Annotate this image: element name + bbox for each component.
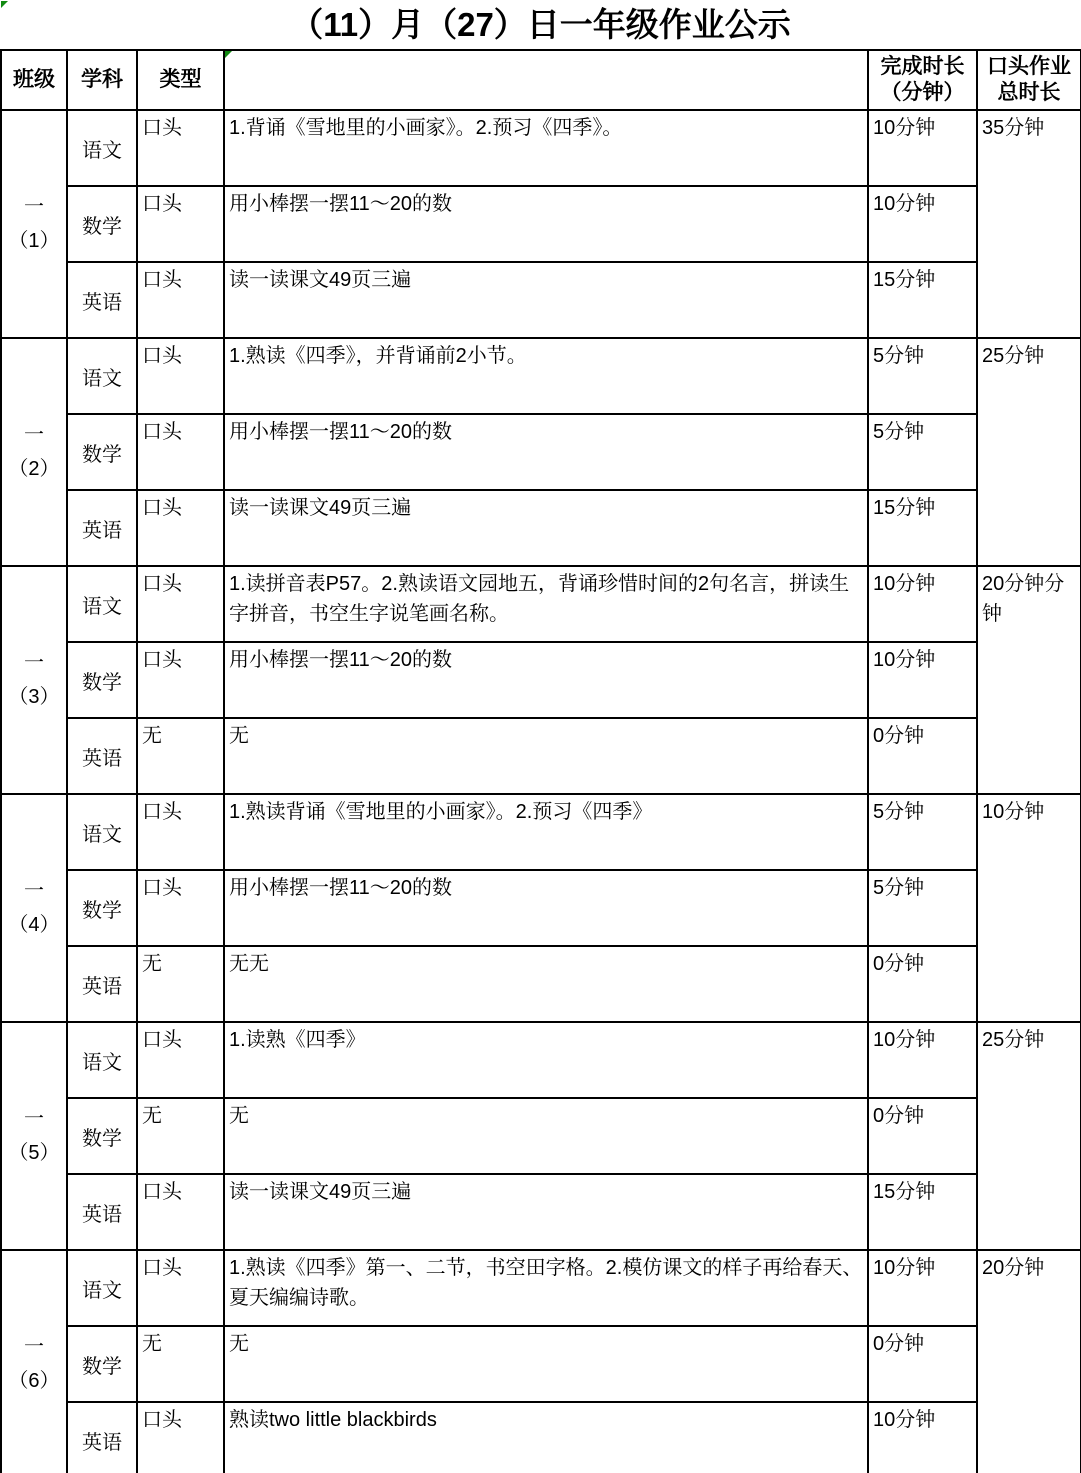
total-cell: 20分钟 [977,1250,1081,1473]
content-cell: 1.熟读背诵《雪地里的小画家》。2.预习《四季》 [224,794,868,870]
content-cell: 用小棒摆一摆11～20的数 [224,186,868,262]
subject-cell: 语文 [67,110,137,186]
type-cell: 口头 [137,1022,224,1098]
duration-cell: 10分钟 [868,1402,977,1473]
subject-cell: 英语 [67,1402,137,1473]
type-cell: 口头 [137,1250,224,1326]
class-name-line2: （6） [8,1370,60,1392]
header-content [224,50,868,110]
header-duration-line1: 完成时长 [880,54,965,78]
class-name-line1: 一 [24,424,44,446]
duration-cell: 0分钟 [868,718,977,794]
class-cell [1,794,67,1022]
content-cell: 无 [224,1326,868,1402]
header-row [1,50,1081,110]
cell-error-marker-icon [225,51,232,58]
type-cell: 口头 [137,870,224,946]
subject-cell: 英语 [67,262,137,338]
subject-cell: 数学 [67,186,137,262]
duration-cell: 10分钟 [868,110,977,186]
duration-cell: 5分钟 [868,794,977,870]
type-cell: 口头 [137,566,224,642]
type-cell: 无 [137,1098,224,1174]
header-total [977,50,1081,110]
type-cell: 口头 [137,1402,224,1473]
table-row [1,262,1081,338]
class-name-line2: （5） [8,1142,60,1164]
duration-cell: 0分钟 [868,946,977,1022]
table-row [1,566,1081,642]
total-cell: 25分钟 [977,1022,1081,1250]
content-cell: 读一读课文49页三遍 [224,1174,868,1250]
header-total-line2: 总时长 [997,81,1061,104]
table-row [1,338,1081,414]
class-cell [1,110,67,338]
table-row [1,1402,1081,1473]
table-row [1,642,1081,718]
duration-cell: 10分钟 [868,186,977,262]
table-row [1,1022,1081,1098]
type-cell: 口头 [137,338,224,414]
content-cell: 无 [224,718,868,794]
duration-cell: 0分钟 [868,1098,977,1174]
table-row [1,490,1081,566]
total-cell: 35分钟 [977,110,1081,338]
total-cell: 25分钟 [977,338,1081,566]
duration-cell: 0分钟 [868,1326,977,1402]
content-cell: 熟读two little blackbirds [224,1402,868,1473]
type-cell: 口头 [137,110,224,186]
homework-table [0,49,1081,1473]
total-cell: 20分钟分钟 [977,566,1081,794]
content-cell: 1.读拼音表P57。2.熟读语文园地五，背诵珍惜时间的2句名言，拼读生字拼音，书空生字说笔画名称。 [224,566,868,642]
header-type: 类型 [137,50,224,110]
header-total-line1: 口头作业 [987,54,1071,78]
duration-cell: 10分钟 [868,1250,977,1326]
header-duration-line2: （分钟） [880,81,965,104]
content-cell: 用小棒摆一摆11～20的数 [224,870,868,946]
subject-cell: 语文 [67,338,137,414]
table-row [1,1174,1081,1250]
table-row [1,870,1081,946]
class-name-line1: 一 [24,880,44,902]
class-name-line2: （3） [8,686,60,708]
subject-cell: 数学 [67,1098,137,1174]
class-cell [1,1250,67,1473]
type-cell: 口头 [137,262,224,338]
duration-cell: 10分钟 [868,566,977,642]
subject-cell: 数学 [67,414,137,490]
content-cell: 1.背诵《雪地里的小画家》。2.预习《四季》。 [224,110,868,186]
cell-error-marker-icon [1,1,8,8]
type-cell: 口头 [137,186,224,262]
duration-cell: 5分钟 [868,338,977,414]
subject-cell: 英语 [67,490,137,566]
type-cell: 口头 [137,642,224,718]
class-name-line1: 一 [24,1336,44,1358]
class-name-line1: 一 [24,652,44,674]
type-cell: 口头 [137,414,224,490]
subject-cell: 数学 [67,1326,137,1402]
subject-cell: 语文 [67,1022,137,1098]
table-row [1,946,1081,1022]
class-name-line2: （4） [8,914,60,936]
table-row [1,718,1081,794]
subject-cell: 语文 [67,1250,137,1326]
duration-cell: 5分钟 [868,414,977,490]
content-cell: 用小棒摆一摆11～20的数 [224,642,868,718]
class-cell [1,566,67,794]
type-cell: 无 [137,1326,224,1402]
table-row [1,414,1081,490]
content-cell: 1.读熟《四季》 [224,1022,868,1098]
type-cell: 口头 [137,490,224,566]
table-row [1,1250,1081,1326]
class-name-line1: 一 [24,1108,44,1130]
content-cell: 无 [224,1098,868,1174]
header-class: 班级 [1,50,67,110]
table-row [1,1098,1081,1174]
class-name-line1: 一 [24,196,44,218]
type-cell: 无 [137,946,224,1022]
header-subject: 学科 [67,50,137,110]
type-cell: 口头 [137,794,224,870]
content-cell: 无无 [224,946,868,1022]
duration-cell: 15分钟 [868,1174,977,1250]
class-name-line2: （1） [8,230,60,252]
class-name-line2: （2） [8,458,60,480]
type-cell: 无 [137,718,224,794]
page-title: （11）月（27）日一年级作业公示 [290,6,791,43]
table-row [1,186,1081,262]
class-cell [1,338,67,566]
duration-cell: 10分钟 [868,1022,977,1098]
subject-cell: 语文 [67,794,137,870]
subject-cell: 英语 [67,718,137,794]
subject-cell: 数学 [67,870,137,946]
content-cell: 用小棒摆一摆11～20的数 [224,414,868,490]
subject-cell: 英语 [67,1174,137,1250]
duration-cell: 10分钟 [868,642,977,718]
subject-cell: 数学 [67,642,137,718]
duration-cell: 5分钟 [868,870,977,946]
total-cell: 10分钟 [977,794,1081,1022]
duration-cell: 15分钟 [868,490,977,566]
content-cell: 读一读课文49页三遍 [224,262,868,338]
content-cell: 1.熟读《四季》，并背诵前2小节。 [224,338,868,414]
content-cell: 读一读课文49页三遍 [224,490,868,566]
duration-cell: 15分钟 [868,262,977,338]
table-row [1,110,1081,186]
subject-cell: 英语 [67,946,137,1022]
subject-cell: 语文 [67,566,137,642]
header-duration [868,50,977,110]
table-row [1,794,1081,870]
table-row [1,1326,1081,1402]
content-cell: 1.熟读《四季》第一、二节，书空田字格。2.模仿课文的样子再给春天、夏天编编诗歌。 [224,1250,868,1326]
type-cell: 口头 [137,1174,224,1250]
class-cell [1,1022,67,1250]
